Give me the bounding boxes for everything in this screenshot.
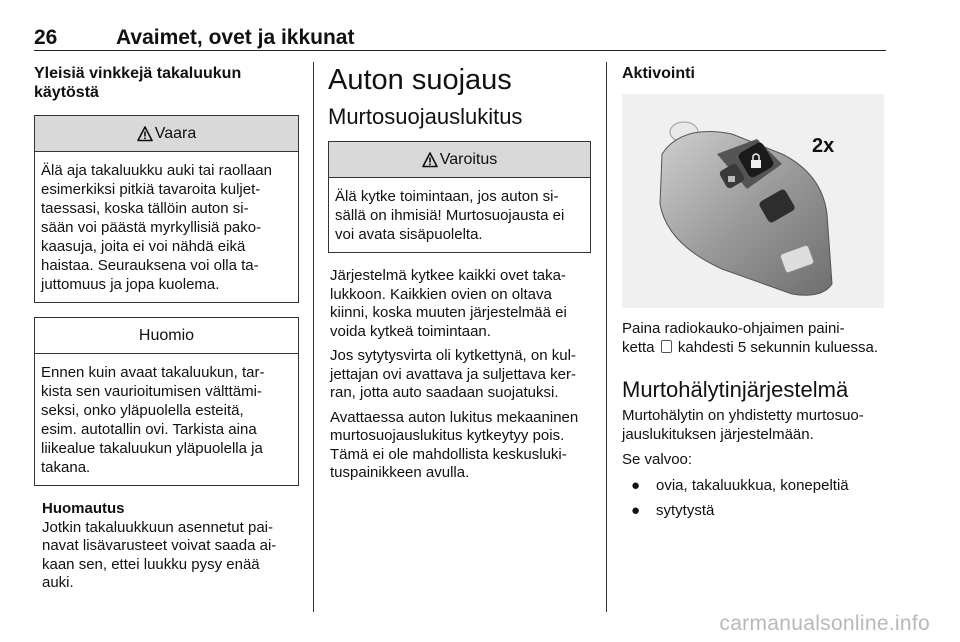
page-header <box>34 26 886 52</box>
warning-box <box>328 141 591 253</box>
warning-triangle-icon <box>137 126 153 142</box>
car-key-fob-icon <box>622 94 884 308</box>
key-fob-illustration <box>622 94 884 308</box>
paragraph-2: Jos sytytysvirta oli kytkettynä, on kul- jettajan ovi avattava ja suljettava ker- ran, jotta auto saadaan suojatuksi. <box>330 347 576 401</box>
column-1 <box>34 64 299 593</box>
watermark: carmanualsonline.info <box>719 612 930 635</box>
column-divider-1 <box>313 62 314 612</box>
subsection-title-deadlocking: Murtosuojauslukitus <box>328 104 523 129</box>
list-item: ● ovia, takaluukkua, konepeltiä <box>622 477 887 496</box>
activation-heading: Aktivointi <box>622 65 695 82</box>
column-3-text <box>622 320 887 521</box>
column-3 <box>622 64 887 83</box>
note-block: Huomautus Jotkin takaluukkuun asennetut pai- navat lisävarusteet voivat saada ai- kaan sen, ettei luukku pysy enää auki. <box>34 500 299 593</box>
section-title-alarm: Murtohälytinjärjestelmä <box>622 377 849 402</box>
note-title: Huomautus <box>42 500 125 517</box>
alarm-paragraph: Murtohälytin on yhdistetty murtosuo- jauslukituksen järjestelmään. <box>622 407 864 443</box>
danger-box-text: Älä aja takaluukku auki tai raollaan esimerkiksi pitkiä tavaroita kuljet- taessasi, koska tällöin auton si- sään voi päästä myrkyllisiä pako- kaasuja, joita ei voi nähdä eikä haistaa. Seurauksena voi olla ta- juttomuus ja jopa kuolema. <box>41 162 272 293</box>
warning-box-header <box>329 142 590 178</box>
paragraph-1: Järjestelmä kytkee kaikki ovet taka- lukkoon. Kaikkien ovien on oltava kiinni, koska muuten järjestelmää ei voida kytkeä toimintaan. <box>330 267 567 340</box>
lock-icon <box>661 340 672 353</box>
page-number: 26 <box>34 26 58 49</box>
danger-box <box>34 115 299 303</box>
caution-box-title: Huomio <box>138 326 195 344</box>
caution-box-header <box>35 318 298 354</box>
bullet-icon: ● <box>631 502 641 519</box>
danger-box-title: Vaara <box>154 124 197 142</box>
paragraph-3: Avattaessa auton lukitus mekaaninen murtosuojauslukitus kytkeytyy pois. Tämä ei ole mahdollista keskusluki- tuspainikkeen avulla. <box>330 408 579 481</box>
bullet-icon: ● <box>631 476 641 494</box>
caution-box-text: Ennen kuin avaat takaluukun, tar- kista sen vaurioitumisen välttämi- seksi, onko yläpuolella esteitä, esim. autotallin ovi. Tarkista aina liikealue takaluukun yläpuolella ja takana. <box>41 364 265 476</box>
header-divider <box>34 50 886 51</box>
warning-triangle-icon <box>422 152 438 168</box>
section-title-vehicle-security: Auton suojaus <box>328 64 512 96</box>
press-instruction: Paina radiokauko-ohjaimen paini- ketta kahdesti 5 sekunnin kuluessa. <box>622 320 879 356</box>
column-divider-2 <box>606 62 607 612</box>
chapter-title: Avaimet, ovet ja ikkunat <box>116 26 355 49</box>
warning-box-title: Varoitus <box>439 150 498 168</box>
danger-box-header <box>35 116 298 152</box>
caution-box <box>34 317 299 486</box>
warning-box-text: Älä kytke toimintaan, jos auton si- sällä on ihmisiä! Murtosuojausta ei voi avata sisäpuolelta. <box>335 188 565 243</box>
monitors-label: Se valvoo: <box>622 451 693 468</box>
press-count-label: 2x <box>812 135 835 157</box>
list-item: ● sytytystä <box>622 502 887 521</box>
tailgate-tips-heading: Yleisiä vinkkejä takaluukun käytöstä <box>34 65 242 101</box>
column-2 <box>328 64 591 483</box>
